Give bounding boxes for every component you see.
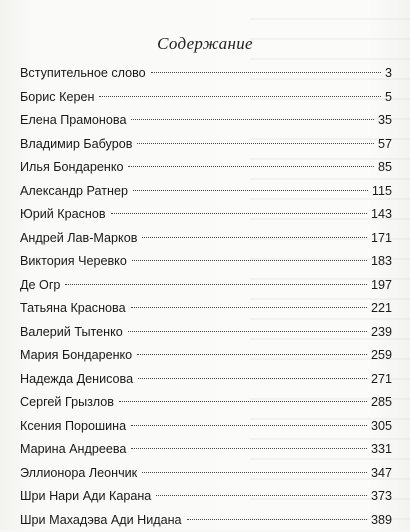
dot-leader: [131, 307, 367, 308]
toc-entry-name: Владимир Бабуров: [20, 133, 134, 157]
dot-leader: [131, 425, 367, 426]
toc-entry-page-number: 197: [370, 274, 392, 298]
dot-leader: [187, 519, 367, 520]
toc-entry: [20, 344, 392, 368]
toc-entry: [20, 391, 392, 415]
toc-entry-name: Мария Бондаренко: [20, 344, 134, 368]
toc-entry-name: Шри Нари Ади Карана: [20, 485, 153, 509]
toc-entry: [20, 485, 392, 509]
toc-entry: [20, 109, 392, 133]
toc-entry-page-number: 373: [370, 485, 392, 509]
toc-entry-page-number: 389: [370, 509, 392, 532]
toc-entry-page-number: 271: [370, 368, 392, 392]
toc-entry: [20, 86, 392, 110]
toc-entry-name: Шри Махадэва Ади Нидана: [20, 509, 184, 532]
toc-entry-page-number: 285: [370, 391, 392, 415]
dot-leader: [137, 143, 374, 144]
page-title: Содержание: [0, 34, 410, 54]
toc-entry-name: Валерий Тытенко: [20, 321, 125, 345]
toc-entry-page-number: 305: [370, 415, 392, 439]
toc-entry-name: Вступительное слово: [20, 62, 148, 86]
dot-leader: [131, 119, 374, 120]
toc-entry-page-number: 239: [370, 321, 392, 345]
toc-entry: [20, 462, 392, 486]
toc-entry-name: Илья Бондаренко: [20, 156, 125, 180]
toc-entry: [20, 250, 392, 274]
toc-entry-page-number: 85: [377, 156, 392, 180]
dot-leader: [151, 72, 381, 73]
toc-entry: [20, 180, 392, 204]
dot-leader: [111, 213, 367, 214]
dot-leader: [128, 331, 367, 332]
dot-leader: [156, 495, 367, 496]
toc-entry-page-number: 35: [377, 109, 392, 133]
toc-entry-name: Виктория Черевко: [20, 250, 129, 274]
dot-leader: [119, 401, 367, 402]
toc-entry-name: Александр Ратнер: [20, 180, 130, 204]
toc-entry-page-number: 3: [384, 62, 392, 86]
dot-leader: [142, 472, 367, 473]
toc-entry-name: Ксения Порошина: [20, 415, 128, 439]
dot-leader: [142, 237, 367, 238]
table-of-contents: [20, 62, 392, 532]
toc-entry-page-number: 143: [370, 203, 392, 227]
toc-entry-name: Сергей Грызлов: [20, 391, 116, 415]
toc-entry-page-number: 221: [370, 297, 392, 321]
dot-leader: [131, 448, 367, 449]
toc-entry-name: Де Огр: [20, 274, 62, 298]
dot-leader: [133, 190, 368, 191]
toc-entry: [20, 321, 392, 345]
dot-leader: [99, 96, 381, 97]
toc-entry-name: Надежда Денисова: [20, 368, 135, 392]
toc-entry: [20, 415, 392, 439]
toc-entry-page-number: 171: [370, 227, 392, 251]
toc-entry-page-number: 183: [370, 250, 392, 274]
toc-entry-name: Эллионора Леончик: [20, 462, 139, 486]
toc-entry-name: Борис Керен: [20, 86, 96, 110]
toc-entry-page-number: 57: [377, 133, 392, 157]
toc-entry: [20, 133, 392, 157]
toc-entry-name: Елена Прамонова: [20, 109, 128, 133]
dot-leader: [65, 284, 367, 285]
toc-entry-page-number: 347: [370, 462, 392, 486]
toc-entry: [20, 156, 392, 180]
toc-entry: [20, 227, 392, 251]
dot-leader: [138, 378, 367, 379]
toc-entry: [20, 297, 392, 321]
toc-entry-name: Юрий Краснов: [20, 203, 108, 227]
toc-entry-name: Марина Андреева: [20, 438, 128, 462]
toc-entry-page-number: 331: [370, 438, 392, 462]
dot-leader: [137, 354, 367, 355]
toc-entry: [20, 509, 392, 532]
toc-entry-name: Андрей Лав-Марков: [20, 227, 139, 251]
dot-leader: [132, 260, 367, 261]
toc-entry-page-number: 259: [370, 344, 392, 368]
dot-leader: [128, 166, 374, 167]
toc-entry: [20, 62, 392, 86]
toc-entry: [20, 368, 392, 392]
toc-entry: [20, 438, 392, 462]
toc-entry-page-number: 115: [371, 180, 392, 204]
toc-entry-page-number: 5: [384, 86, 392, 110]
toc-entry: [20, 203, 392, 227]
toc-entry-name: Татьяна Краснова: [20, 297, 128, 321]
toc-entry: [20, 274, 392, 298]
